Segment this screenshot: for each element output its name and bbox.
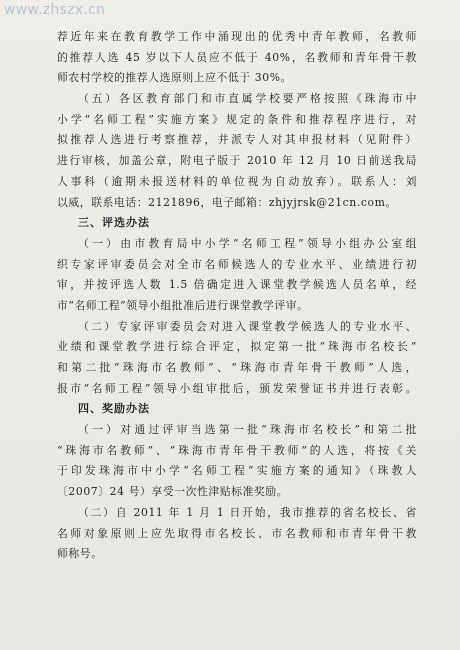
text-line: 荐近年来在教育教学工作中涌现出的优秀中青年教师，名教师 <box>57 30 417 43</box>
text-line: 市“名师工程”领导小组批准后进行课堂教学评审。 <box>57 298 309 312</box>
text-line: 业绩和课堂教学进行综合评定，拟定第一批“珠海市名校长” <box>57 340 417 354</box>
text-line: （一）对通过评审当选第一批“珠海市名校长”和第二批 <box>78 423 417 437</box>
text-line: 师称号。 <box>57 547 103 561</box>
watermark: www.zhszx.cn <box>4 2 106 18</box>
text-line: 小学“名师工程”实施方案》规定的条件和推荐程序进行，对 <box>57 112 417 126</box>
text-line: 和第二批“珠海市名教师”、“珠海市青年骨干教师”人选， <box>57 361 417 374</box>
text-line: 〔2007〕24 号）享受一次性津贴标准奖励。 <box>57 485 289 499</box>
section-heading: 四、奖励办法 <box>78 402 150 416</box>
text-line: “珠海市名教师”、“珠海市青年骨干教师”的人选，将按《关 <box>57 443 417 457</box>
document-body <box>57 27 417 565</box>
text-line: （二）专家评审委员会对进入课堂教学候选人的专业水平、 <box>78 319 417 333</box>
section-heading: 三、评选办法 <box>78 216 150 230</box>
text-line: 以威，联系电话：2121896，电子邮箱：zhjyjrsk@21cn.com。 <box>57 195 397 209</box>
text-line: （五）各区教育部门和市直属学校要严格按照《珠海市中 <box>78 92 417 106</box>
text-line: 拟推荐人选进行考察推荐，并派专人对其申报材料（见附件） <box>57 133 417 147</box>
text-line: 人事科（逾期未报送材料的单位视为自动放弃）。联系人：刘 <box>57 174 417 188</box>
text-line: 的推荐人选 45 岁以下人员应不低于 40%，名教师和青年骨干教 <box>57 50 417 64</box>
text-line: 于印发珠海市中小学“名师工程”实施方案的通知》（珠教人 <box>57 464 417 478</box>
text-line: （一）由市教育局中小学“名师工程”领导小组办公室组 <box>78 236 417 250</box>
text-line: 审，并按评选人数 1.5 倍确定进入课堂教学候选人员名单，经 <box>57 278 417 292</box>
text-line: 名师对象原则上应先取得市名校长、市名教师和市青年骨干教 <box>57 526 417 540</box>
text-line: 进行审核，加盖公章，附电子版于 2010 年 12 月 10 日前送我局 <box>57 154 417 168</box>
text-line: 师农村学校的推荐人选原则上应不低于 30%。 <box>57 71 292 85</box>
text-line: 织专家评审委员会对全市名师候选人的专业水平、业绩进行初 <box>57 257 417 271</box>
text-line: （二）自 2011 年 1 月 1 日开始，我市推荐的省名校长、省 <box>78 505 417 519</box>
text-line: 报市“名师工程”领导小组审批后，颁发荣誉证书并进行表彰。 <box>57 381 417 395</box>
